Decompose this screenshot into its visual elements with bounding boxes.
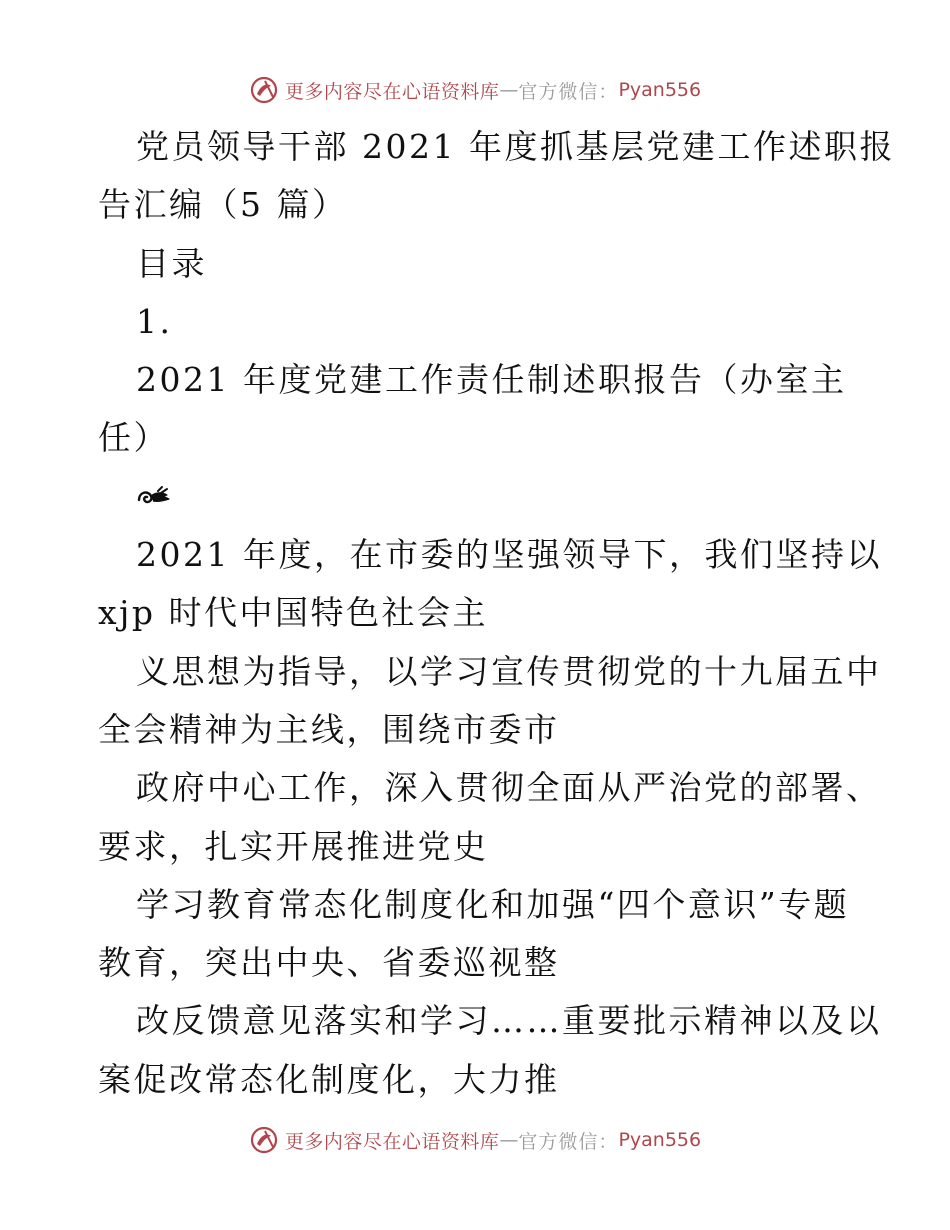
body-line-1: 2021 年度，在市委的坚强领导下，我们坚持以: [136, 535, 882, 575]
body-line-4: 全会精神为主线，围绕市委市: [98, 709, 560, 749]
body-line-9: 改反馈意见落实和学习……重要批示精神以及以: [136, 1001, 882, 1041]
body-line-7: 学习教育常态化制度化和加强“四个意识”专题: [136, 884, 850, 924]
body-line-6: 要求，扎实开展推进党史: [98, 826, 489, 866]
body-line-5: 政府中心工作，深入贯彻全面从严治党的部署、: [136, 768, 882, 808]
fleuron-icon: [136, 484, 172, 510]
watermark-label: 官方微信：: [518, 80, 619, 103]
watermark-wechat-id: Pyan556: [618, 1129, 702, 1151]
watermark-text: 更多内容尽在心语资料库: [284, 80, 500, 103]
toc-item-line-2: 任）: [98, 418, 169, 458]
document-title-line-2: 告汇编（5 篇）: [98, 185, 348, 225]
document-title-line-1: 党员领导干部 2021 年度抓基层党建工作述职报: [136, 127, 895, 166]
brand-logo-icon: [249, 75, 279, 105]
body-line-10: 案促改常态化制度化，大力推: [98, 1059, 560, 1099]
ornament-row: [98, 468, 868, 526]
watermark-dash: —: [499, 1129, 519, 1151]
body-line-8: 教育，突出中央、省委巡视整: [98, 943, 560, 983]
watermark-dash: —: [499, 79, 519, 101]
toc-item-line-1: 2021 年度党建工作责任制述职报告（办室主: [136, 360, 847, 400]
toc-number: 1.: [136, 301, 173, 341]
document-content: [98, 118, 895, 1109]
watermark-wechat-id: Pyan556: [618, 79, 702, 101]
watermark-label: 官方微信：: [518, 1130, 619, 1153]
body-line-2: xjp 时代中国特色社会主: [98, 593, 488, 633]
watermark-text: 更多内容尽在心语资料库: [284, 1130, 500, 1153]
header-watermark: [0, 68, 950, 112]
footer-watermark: [0, 1118, 950, 1162]
toc-heading: 目录: [136, 243, 207, 283]
body-line-3: 义思想为指导，以学习宣传贯彻党的十九届五中: [136, 651, 882, 691]
brand-logo-icon: [249, 1125, 279, 1155]
